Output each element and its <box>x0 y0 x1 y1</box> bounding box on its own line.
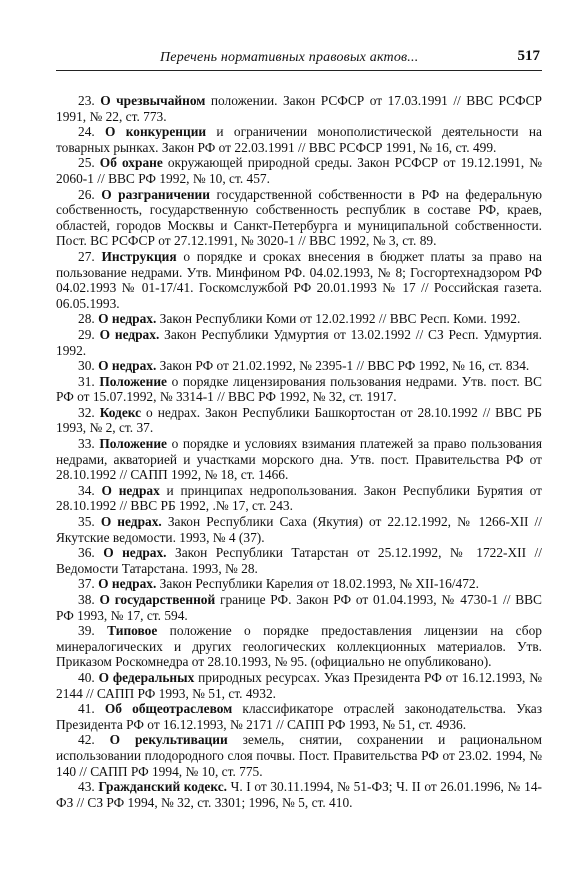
list-item: 30. О недрах. Закон РФ от 21.02.1992, № 2395-1 // ВВС РФ 1992, № 16, ст. 834. <box>78 358 530 374</box>
reference-list <box>56 93 542 810</box>
list-item: 32. Кодекс о недрах. Закон Республики Башкортостан от 28.10.1992 // ВВС РБ 1993, № 2, ст. 37. <box>56 404 542 436</box>
list-item: 31. Положение о порядке лицензирования пользования недрами. Утв. пост. ВС РФ от 15.07.1992, № 3314-1 // ВВС РФ 1992, № 32, ст. 1917. <box>56 373 542 405</box>
page-header <box>56 48 542 71</box>
list-item: 26. О разграничении государственной собственности в РФ на федеральную собственность, государственную собственность республик в составе РФ, краев, областей, городов Москвы и Санкт-Петербурга и муниципальной собственности. Пост. ВС РСФСР от 27.12.1991, № 3020-1 // ВВС 1992, № 3, ст. 89. <box>56 186 542 249</box>
list-item: 29. О недрах. Закон Республики Удмуртия от 13.02.1992 // СЗ Респ. Удмуртия. 1992. <box>56 326 542 358</box>
list-item: 28. О недрах. Закон Республики Коми от 12.02.1992 // ВВС Респ. Коми. 1992. <box>78 311 521 327</box>
list-item: 39. Типовое положение о порядке предоставления лицензии на сбор минералогических и других геологических коллекционных материалов. Утв. Приказом Роскомнедра от 28.10.1993, № 95. (официально не опубликовано). <box>56 623 542 670</box>
list-item: 35. О недрах. Закон Республики Саха (Якутия) от 22.12.1992, № 1266-XII // Якутские ведомости. 1993, № 4 (37). <box>56 514 542 545</box>
list-item: 27. Инструкция о порядке и сроках внесения в бюджет платы за право на пользование недрами. Утв. Минфином РФ. 04.02.1993, № 8; Госгортехнадзором РФ 04.02.1993 № 01-17/41. Госкомслужбой РФ 20.01.1993 № 17 // Российская газета. 06.05.1993. <box>56 248 542 311</box>
list-item: 34. О недрах и принципах недропользования. Закон Республики Бурятия от 28.10.1992 // ВВС РБ 1992, .№ 17, ст. 243. <box>56 482 543 514</box>
list-item: 37. О недрах. Закон Республики Карелия от 18.02.1993, № XII-16/472. <box>78 576 479 592</box>
list-item: 25. Об охране окружающей природной среды. Закон РСФСР от 19.12.1991, № 2060-1 // ВВС РФ 1992, № 10, ст. 457. <box>56 155 542 186</box>
list-item: 38. О государственной границе РФ. Закон РФ от 01.04.1993, № 4730-1 // ВВС РФ 1993, № 17, ст. 594. <box>56 592 542 623</box>
list-item: 42. О рекультивации земель, снятии, сохранении и рациональном использовании плодородного слоя почвы. Пост. Правительства РФ от 23.02. 1994, № 140 // САПП РФ 1994, № 10, ст. 775. <box>56 732 542 779</box>
list-item: 40. О федеральных природных ресурсах. Указ Президента РФ от 16.12.1993, № 2144 // САПП РФ 1993, № 51, ст. 4932. <box>56 669 543 701</box>
list-item: 24. О конкуренции и ограничении монополистической деятельности на товарных рынках. Закон РФ от 22.03.1991 // ВВС РСФСР 1991, № 16, ст. 499. <box>56 124 542 155</box>
list-item: 23. О чрезвычайном положении. Закон РСФСР от 17.03.1991 // ВВС РСФСР 1991, № 22, ст. 773. <box>56 93 543 124</box>
page-number: 517 <box>517 48 540 64</box>
list-item: 41. Об общеотраслевом классификаторе отраслей законодательства. Указ Президента РФ от 16.12.1993, № 2171 // САПП РФ 1993, № 51, ст. 4936. <box>56 701 542 732</box>
list-item: 33. Положение о порядке и условиях взимания платежей за право пользования недрами, акваторией и участками морского дна. Утв. пост. Правительства РФ от 28.10.1992 // САПП 1992, № 18, ст. 1466. <box>56 436 542 483</box>
list-item: 43. Гражданский кодекс. Ч. I от 30.11.1994, № 51-ФЗ; Ч. II от 26.01.1996, № 14-ФЗ // СЗ РФ 1994, № 32, ст. 3301; 1996, № 5, ст. 410. <box>56 779 542 810</box>
running-title: Перечень нормативных правовых актов... <box>160 50 419 65</box>
list-item: 36. О недрах. Закон Республики Татарстан от 25.12.1992, № 1722-XII // Ведомости Татарстана. 1993, № 28. <box>56 545 543 576</box>
